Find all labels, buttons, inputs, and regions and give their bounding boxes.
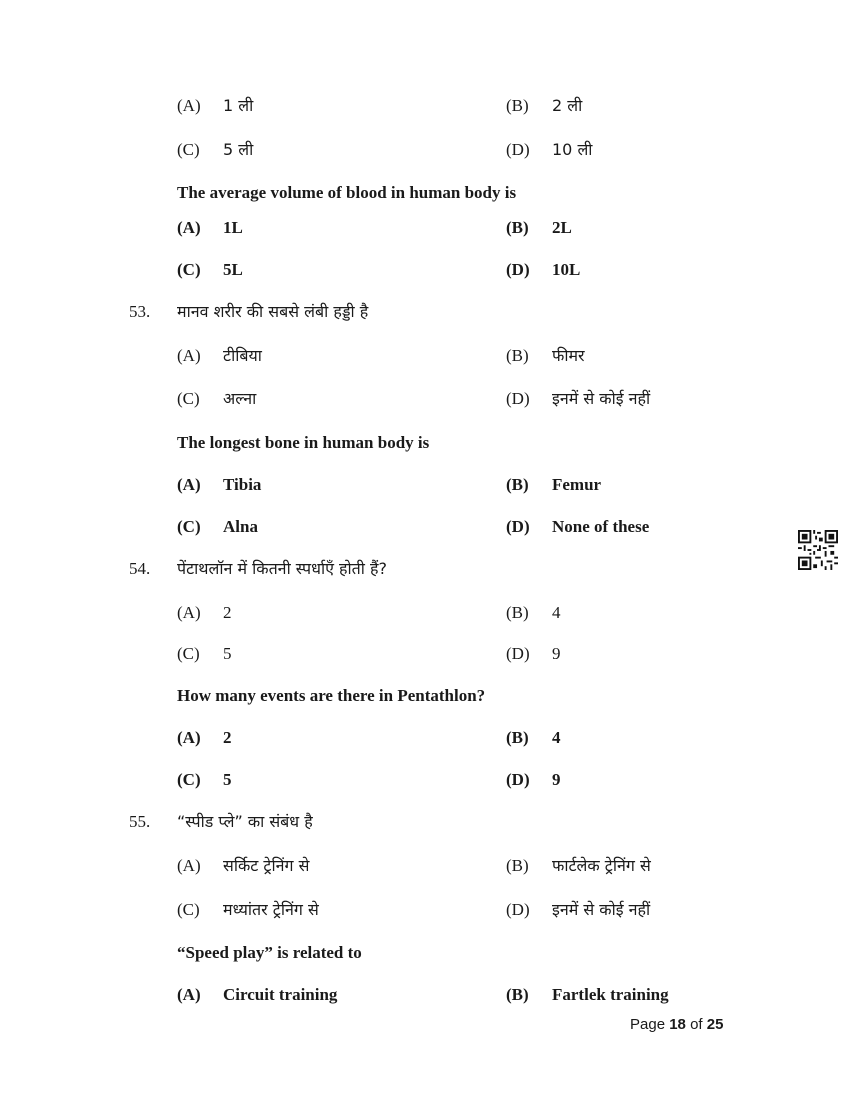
question-number: 53.	[129, 302, 151, 321]
option-d: (D) 10L	[506, 260, 581, 279]
option-c: (C) 5L	[177, 260, 243, 279]
option-a: (A) 2	[177, 603, 232, 622]
option-c: (C) Alna	[177, 517, 258, 536]
option-b: (B) 4	[506, 603, 561, 622]
option-b: (B) Fartlek training	[506, 985, 669, 1004]
question-text-hindi: पेंटाथलॉन में कितनी स्पर्धाएँ होती हैं?	[177, 559, 388, 578]
option-b: (B) 2L	[506, 218, 572, 237]
option-b: (B) Femur	[506, 475, 602, 494]
option-b: (B) 2 ली	[506, 96, 583, 115]
page-number	[630, 1016, 723, 1033]
qr-code-icon	[798, 530, 838, 570]
option-c: (C) 5	[177, 644, 232, 663]
option-c: (C) अल्ना	[177, 389, 257, 408]
option-d: (D) इनमें से कोई नहीं	[506, 900, 651, 919]
option-b: (B) फार्टलेक ट्रेनिंग से	[506, 856, 651, 875]
option-b: (B) फीमर	[506, 346, 585, 365]
question-text-english: The longest bone in human body is	[177, 433, 430, 452]
option-d: (D) None of these	[506, 517, 650, 536]
option-d: (D) इनमें से कोई नहीं	[506, 389, 651, 408]
question-text-english: How many events are there in Pentathlon?	[177, 686, 486, 705]
option-d: (D) 9	[506, 770, 561, 789]
option-a: (A) 2	[177, 728, 232, 747]
page-of: of	[690, 1016, 703, 1033]
page-total: 25	[706, 1016, 724, 1033]
option-a: (A) Tibia	[177, 475, 262, 494]
page-prefix: Page	[630, 1016, 666, 1033]
question-text-hindi: “स्पीड प्ले” का संबंध है	[177, 812, 313, 831]
option-c: (C) मध्यांतर ट्रेनिंग से	[177, 900, 319, 919]
option-c: (C) 5	[177, 770, 232, 789]
question-number: 54.	[129, 559, 151, 578]
option-d: (D) 10 ली	[506, 140, 593, 159]
question-text-english: The average volume of blood in human body is	[177, 183, 517, 202]
option-c: (C) 5 ली	[177, 140, 254, 159]
option-a: (A) 1L	[177, 218, 243, 237]
option-a: (A) टीबिया	[177, 346, 262, 365]
question-text-english: “Speed play” is related to	[177, 943, 362, 962]
option-a: (A) सर्किट ट्रेनिंग से	[177, 856, 310, 875]
question-text-hindi: मानव शरीर की सबसे लंबी हड्डी है	[177, 302, 369, 321]
option-a: (A) Circuit training	[177, 985, 338, 1004]
page-current: 18	[669, 1016, 686, 1033]
option-d: (D) 9	[506, 644, 561, 663]
question-number: 55.	[129, 812, 151, 831]
option-a: (A) 1 ली	[177, 96, 254, 115]
option-b: (B) 4	[506, 728, 561, 747]
